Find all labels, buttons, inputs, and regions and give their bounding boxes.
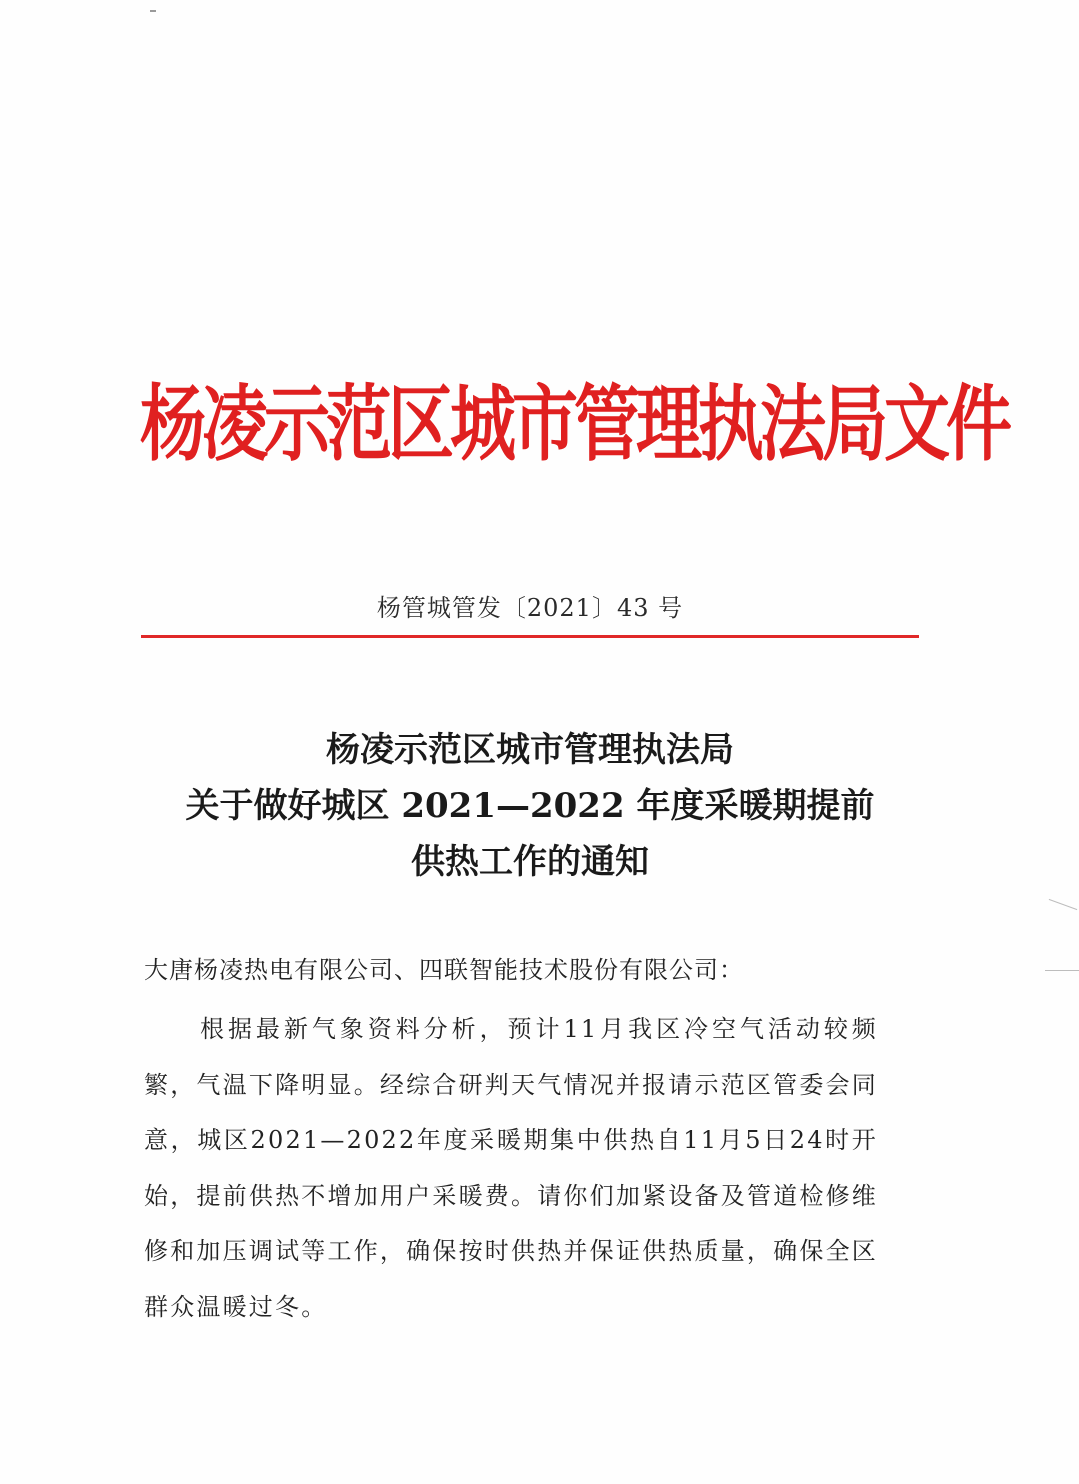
addressee: 大唐杨凌热电有限公司、四联智能技术股份有限公司： — [144, 956, 744, 984]
red-divider-line — [141, 635, 919, 638]
document-number: 杨管城管发〔2021〕43 号 — [376, 594, 684, 622]
notice-title-line-3: 供热工作的通知 — [411, 842, 649, 882]
body-paragraph: 根据最新气象资料分析，预计11月我区冷空气活动较频繁，气温下降明显。经综合研判天气情况并报请示范区管委会同意，城区2021—2022年度采暖期集中供热自11月5日24时开始，提前供热不增加用户采暖费。请你们加紧设备及管道检修维修和加压调试等工作，确保按时供热并保证供热质量，确保全区群众温暖过冬。 — [144, 1015, 878, 1321]
red-header-issuer-title: 杨凌示范区城市管理执法局文件 — [140, 375, 1008, 473]
notice-title-line-2: 关于做好城区 2021—2022 年度采暖期提前 — [185, 786, 875, 826]
scan-speck — [150, 10, 156, 12]
scan-edge-mark — [1045, 970, 1079, 971]
notice-title-line-1: 杨凌示范区城市管理执法局 — [326, 730, 734, 770]
scan-edge-mark — [1049, 899, 1078, 910]
